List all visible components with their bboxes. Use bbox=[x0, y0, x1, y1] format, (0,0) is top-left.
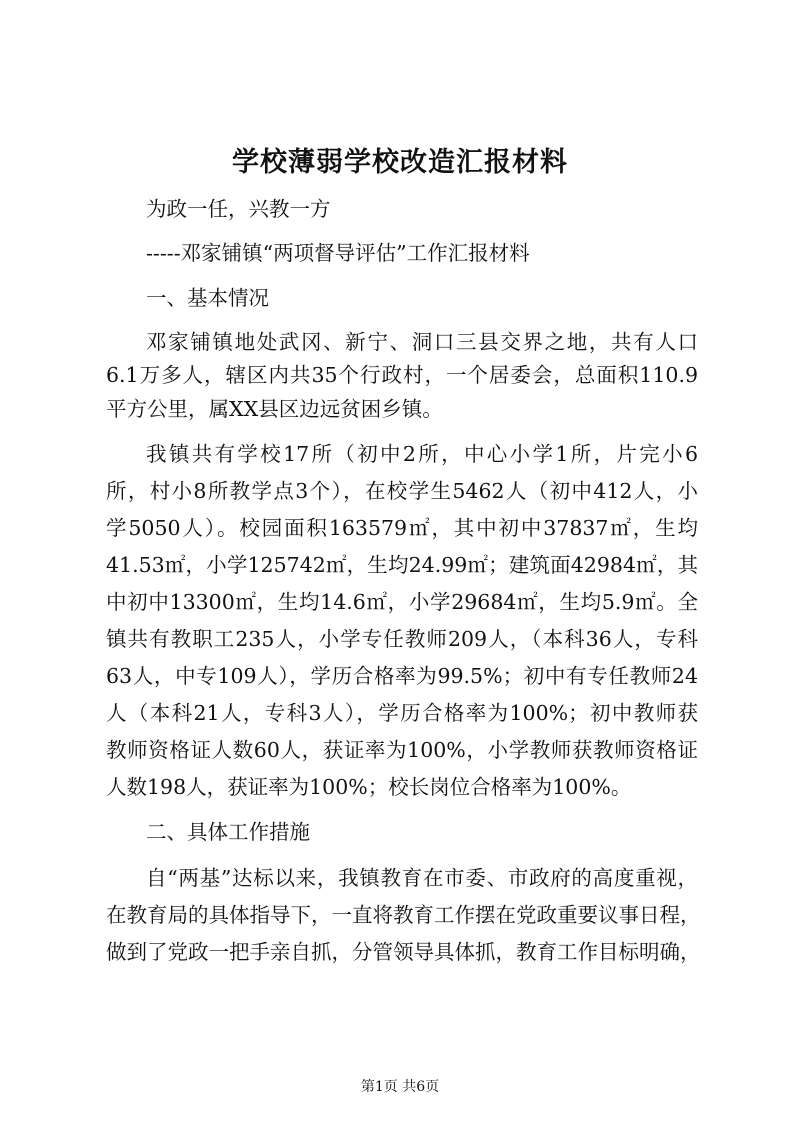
paragraph-line: 镇共有教职工235人，小学专任教师209人，（本科36人，专科 bbox=[106, 627, 698, 651]
paragraph-line: 教师资格证人数60人，获证率为100%，小学教师获教师资格证 bbox=[106, 738, 698, 762]
paragraph-line: 自“两基”达标以来，我镇教育在市委、市政府的高度重视， bbox=[146, 866, 698, 890]
paragraph-line: 63人，中专109人），学历合格率为99.5%；初中有专任教师24 bbox=[106, 664, 698, 688]
paragraph-line: 做到了党政一把手亲自抓，分管领导具体抓，教育工作目标明确， bbox=[106, 940, 701, 964]
paragraph-line: 中初中13300㎡，生均14.6㎡，小学29684㎡，生均5.9㎡。全 bbox=[106, 590, 698, 614]
paragraph-line: 所，村小8所教学点3个），在校学生5462人（初中412人，小 bbox=[106, 479, 698, 503]
paragraph-line: 平方公里，属XX县区边远贫困乡镇。 bbox=[106, 397, 443, 421]
paragraph-line: 人（本科21人，专科3人），学历合格率为100%；初中教师获 bbox=[106, 701, 698, 725]
paragraph-line: 我镇共有学校17所（初中2所，中心小学1所，片完小6 bbox=[146, 442, 698, 466]
document-subtitle: 为政一任，兴教一方 bbox=[146, 197, 331, 221]
paragraph-line: 6.1万多人，辖区内共35个行政村，一个居委会，总面积110.9 bbox=[106, 363, 698, 387]
paragraph-line: 人数198人，获证率为100%；校长岗位合格率为100%。 bbox=[106, 775, 632, 799]
paragraph-line: 邓家铺镇地处武冈、新宁、洞口三县交界之地，共有人口 bbox=[146, 330, 698, 354]
page-indicator: 第1页 共6页 bbox=[360, 1079, 440, 1095]
document-subheading: -----邓家铺镇“两项督导评估”工作汇报材料 bbox=[146, 241, 530, 265]
section-heading-basic-info: 一、基本情况 bbox=[146, 286, 269, 310]
paragraph-line: 41.53㎡，小学125742㎡，生均24.99㎡；建筑面42984㎡，其 bbox=[106, 553, 698, 577]
document-title: 学校薄弱学校改造汇报材料 bbox=[232, 147, 568, 178]
paragraph-line: 学5050人）。校园面积163579㎡，其中初中37837㎡，生均 bbox=[106, 516, 698, 540]
section-heading-work-measures: 二、具体工作措施 bbox=[146, 820, 310, 844]
paragraph-line: 在教育局的具体指导下，一直将教育工作摆在党政重要议事日程， bbox=[106, 903, 701, 927]
